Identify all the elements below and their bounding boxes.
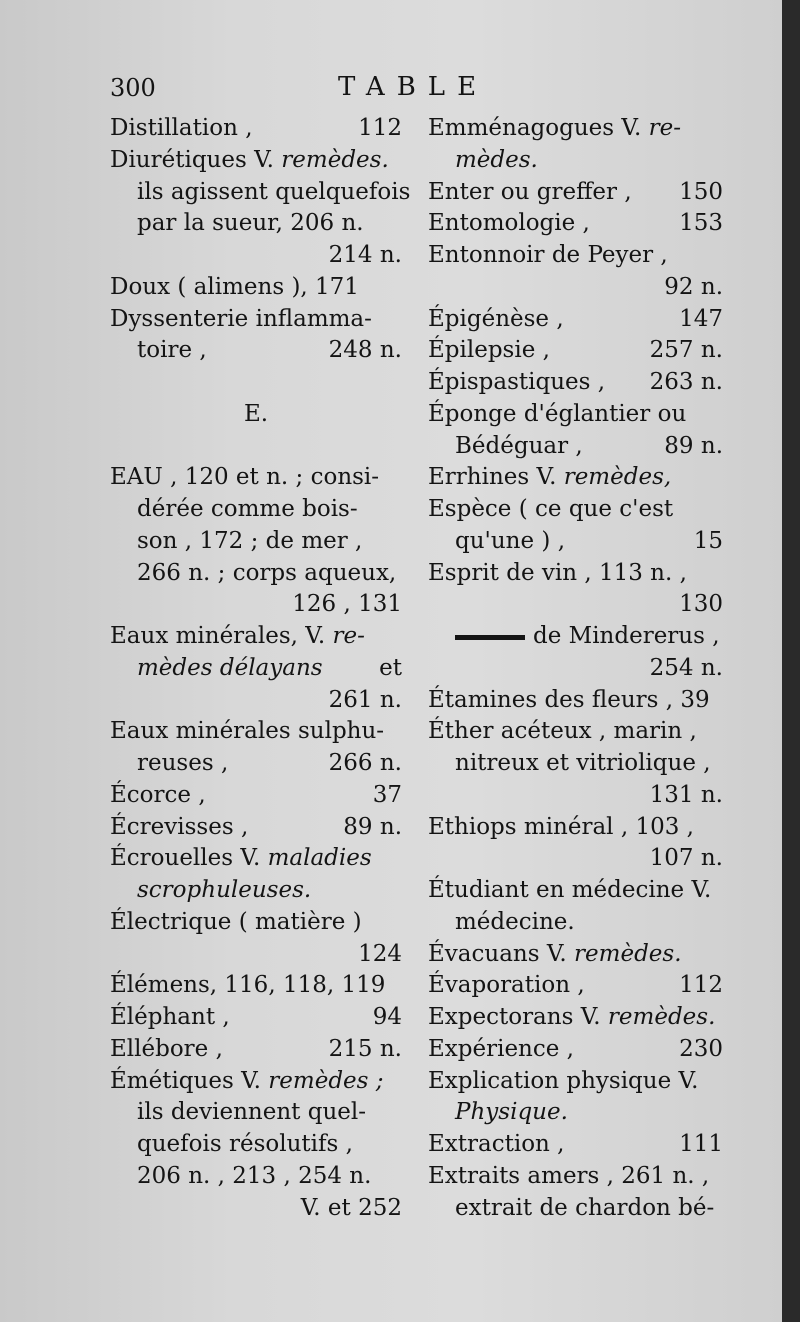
page-reference: 263 n. <box>649 369 723 395</box>
index-line <box>110 526 402 558</box>
index-line <box>110 272 402 304</box>
entry-text: Eaux minérales, V. <box>110 623 333 649</box>
entry-text: Épispastiques , <box>428 369 606 395</box>
entry-italic: re- <box>648 115 681 141</box>
entry-text: Évaporation , <box>428 972 585 999</box>
entry-heading <box>137 653 323 685</box>
index-line <box>428 558 723 590</box>
page-reference: 257 n. <box>649 337 723 364</box>
entry-text: ils agissent quelquefois <box>137 178 411 205</box>
index-line <box>110 907 402 939</box>
page-reference: 107 n. <box>649 845 723 872</box>
index-line <box>110 812 402 844</box>
index-line <box>110 685 402 717</box>
page-reference: et <box>379 654 402 681</box>
index-line <box>428 970 723 1002</box>
index-line <box>110 1161 402 1193</box>
index-line <box>110 208 402 240</box>
index-line <box>110 145 402 177</box>
index-line <box>110 970 402 1002</box>
index-line <box>110 431 402 463</box>
page-reference: 89 n. <box>343 813 402 840</box>
entry-text: Emménagogues V. <box>428 115 649 141</box>
index-line <box>428 272 723 304</box>
entry-heading <box>137 748 228 780</box>
page-reference: 94 <box>372 1004 402 1030</box>
entry-text: Bédéguar , <box>455 432 583 459</box>
page-header <box>110 68 710 108</box>
entry-italic: re- <box>332 623 365 649</box>
index-line <box>428 240 723 272</box>
page-reference: 112 <box>679 972 723 999</box>
entry-text: quefois résolutifs , <box>137 1131 353 1157</box>
entry-text: Ethiops minéral , 103 , <box>428 813 694 840</box>
index-line <box>110 1129 402 1161</box>
index-line <box>110 653 402 685</box>
entry-heading <box>110 780 206 812</box>
entry-text: ils deviennent quel- <box>137 1099 367 1126</box>
page-reference: V. et 252 <box>300 1194 402 1221</box>
entry-text: Étamines des fleurs , 39 <box>428 686 710 713</box>
entry-text: Ellébore , <box>110 1035 223 1062</box>
page-reference: 15 <box>693 527 723 554</box>
entry-text: Étudiant en médecine V. <box>428 877 712 903</box>
index-line <box>110 621 402 653</box>
page-reference: 37 <box>372 781 402 808</box>
entry-text: Espèce ( ce que c'est <box>428 496 674 522</box>
entry-italic: remèdes. <box>281 146 389 173</box>
index-line <box>110 367 402 399</box>
entry-text: Éléphant , <box>110 1004 230 1030</box>
index-line <box>428 462 723 494</box>
index-line <box>428 1066 723 1098</box>
page-reference: 130 <box>679 591 723 618</box>
entry-text: Écrevisses , <box>110 813 249 840</box>
entry-text: Dyssenterie inflamma- <box>110 305 372 332</box>
index-line <box>110 939 402 971</box>
index-line <box>428 1097 723 1129</box>
entry-heading <box>110 1034 223 1066</box>
entry-text: Enter ou greffer , <box>428 178 632 205</box>
page-reference: 254 n. <box>649 654 723 681</box>
entry-text: Épigénèse , <box>428 305 564 332</box>
index-line <box>110 1193 402 1225</box>
entry-italic: remèdes ; <box>268 1067 384 1094</box>
page-number: 300 <box>110 74 156 102</box>
index-line <box>428 113 723 145</box>
entry-heading <box>428 335 550 367</box>
entry-text: Écrouelles V. <box>110 845 268 872</box>
index-line <box>428 335 723 367</box>
entry-heading <box>428 970 585 1002</box>
entry-text: Expérience , <box>428 1035 574 1062</box>
entry-text: Extraits amers , 261 n. , <box>428 1162 710 1189</box>
index-line <box>110 716 402 748</box>
entry-text: nitreux et vitriolique , <box>455 750 711 776</box>
index-line <box>110 462 402 494</box>
index-line <box>428 653 723 685</box>
entry-text: Expectorans V. <box>428 1004 608 1030</box>
entry-text: EAU , 120 et n. ; consi- <box>110 464 380 491</box>
entry-text: 206 n. , 213 , 254 n. <box>137 1162 372 1189</box>
index-line <box>428 399 723 431</box>
index-line <box>428 1034 723 1066</box>
entry-heading <box>110 1002 230 1034</box>
entry-heading <box>455 526 565 558</box>
index-line <box>428 843 723 875</box>
entry-text: Diurétiques V. <box>110 146 282 173</box>
page-reference: 266 n. <box>328 750 402 776</box>
entry-text: reuses , <box>137 750 229 776</box>
index-line <box>428 939 723 971</box>
entry-text: Éponge d'églantier ou <box>428 400 687 427</box>
entry-text: Errhines V. <box>428 464 564 491</box>
entry-text: 266 n. ; corps aqueux, <box>137 559 397 586</box>
entry-text: Éther acéteux , marin , <box>428 718 697 745</box>
running-title: TABLE <box>338 72 489 102</box>
entry-text: qu'une ) , <box>455 527 566 554</box>
entry-text: Épilepsie , <box>428 337 550 364</box>
entry-italic: Physique. <box>455 1099 568 1126</box>
entry-heading <box>428 208 590 240</box>
entry-text: Explication physique V. <box>428 1067 699 1094</box>
entry-italic: maladies <box>267 845 372 872</box>
entry-text: son , 172 ; de mer , <box>137 527 363 554</box>
entry-text: Entomologie , <box>428 210 590 237</box>
page-reference: 248 n. <box>328 337 402 364</box>
index-line <box>428 589 723 621</box>
entry-text: Électrique ( matière ) <box>110 908 362 935</box>
entry-heading <box>428 367 605 399</box>
entry-text: Doux ( alimens ), 171 <box>110 273 359 300</box>
index-line <box>428 1161 723 1193</box>
index-line <box>428 780 723 812</box>
index-column-right <box>428 113 723 1224</box>
page-reference: 126 , 131 <box>292 591 402 618</box>
index-line <box>110 1002 402 1034</box>
entry-text: par la sueur, 206 n. <box>137 210 364 237</box>
index-line <box>110 843 402 875</box>
entry-italic: scrophuleuses. <box>137 877 312 903</box>
index-line <box>428 367 723 399</box>
index-line <box>428 145 723 177</box>
page-reference: 261 n. <box>328 686 402 713</box>
entry-heading <box>110 812 248 844</box>
index-line <box>428 875 723 907</box>
entry-text: extrait de chardon bé- <box>455 1194 715 1221</box>
entry-italic: mèdes. <box>455 146 538 173</box>
index-line <box>110 1034 402 1066</box>
page-reference: 112 <box>358 115 402 141</box>
entry-text: Extraction , <box>428 1131 565 1157</box>
index-line <box>428 208 723 240</box>
index-line <box>110 780 402 812</box>
index-line <box>428 1002 723 1034</box>
index-line <box>428 494 723 526</box>
entry-heading <box>428 304 564 336</box>
index-line <box>110 335 402 367</box>
page-reference: 131 n. <box>649 781 723 808</box>
index-line <box>110 113 402 145</box>
entry-italic: remèdes. <box>574 940 682 967</box>
entry-text: Entonnoir de Peyer , <box>428 242 668 268</box>
index-line <box>428 716 723 748</box>
index-line <box>110 177 411 209</box>
page-reference: 111 <box>679 1131 723 1157</box>
index-line <box>110 494 402 526</box>
index-line <box>110 558 402 590</box>
entry-text: Eaux minérales sulphu- <box>110 718 385 745</box>
entry-text: Élémens, 116, 118, 119 <box>110 972 386 999</box>
index-line <box>110 589 402 621</box>
entry-text: E. <box>243 400 269 427</box>
index-line <box>428 1129 723 1161</box>
index-line <box>428 812 723 844</box>
index-line <box>428 526 723 558</box>
entry-heading <box>428 1034 574 1066</box>
index-column-left <box>110 113 411 1224</box>
entry-heading <box>428 1129 564 1161</box>
entry-text: Distillation , <box>110 115 253 141</box>
entry-text: Évacuans V. <box>428 940 575 967</box>
index-line <box>110 1097 402 1129</box>
index-line <box>110 399 402 431</box>
index-line <box>428 177 723 209</box>
entry-italic: remèdes. <box>607 1004 716 1030</box>
entry-text: de Mindererus , <box>533 623 720 649</box>
index-line <box>110 240 402 272</box>
page-reference: 92 n. <box>664 273 723 300</box>
entry-italic: remèdes, <box>563 464 672 491</box>
page-reference: 215 n. <box>328 1035 402 1062</box>
entry-text: Émétiques V. <box>110 1067 269 1094</box>
index-line <box>428 907 723 939</box>
index-line <box>110 875 402 907</box>
entry-text: dérée comme bois- <box>137 496 358 522</box>
index-line <box>428 1193 723 1225</box>
index-line <box>428 748 723 780</box>
index-line <box>110 1066 402 1098</box>
entry-text: toire , <box>137 337 207 364</box>
page-reference: 150 <box>679 178 723 205</box>
ditto-rule <box>455 635 525 640</box>
index-line <box>110 748 402 780</box>
index-line <box>428 685 723 717</box>
index-line <box>428 431 723 463</box>
page-reference: 124 <box>358 940 402 967</box>
entry-heading <box>110 113 253 145</box>
page-reference: 214 n. <box>328 242 402 268</box>
entry-italic: mèdes délayans <box>137 654 323 681</box>
entry-heading <box>137 335 207 367</box>
index-line <box>428 304 723 336</box>
entry-text: Écorce , <box>110 781 206 808</box>
page-reference: 230 <box>679 1035 723 1062</box>
page-reference: 147 <box>679 305 723 332</box>
entry-text: Esprit de vin , 113 n. , <box>428 559 687 586</box>
index-line <box>110 304 402 336</box>
page-reference: 89 n. <box>664 432 723 459</box>
entry-heading <box>428 177 632 209</box>
entry-heading <box>455 431 583 463</box>
page-reference: 153 <box>679 210 723 237</box>
entry-text: médecine. <box>455 908 575 935</box>
index-line <box>428 621 723 653</box>
